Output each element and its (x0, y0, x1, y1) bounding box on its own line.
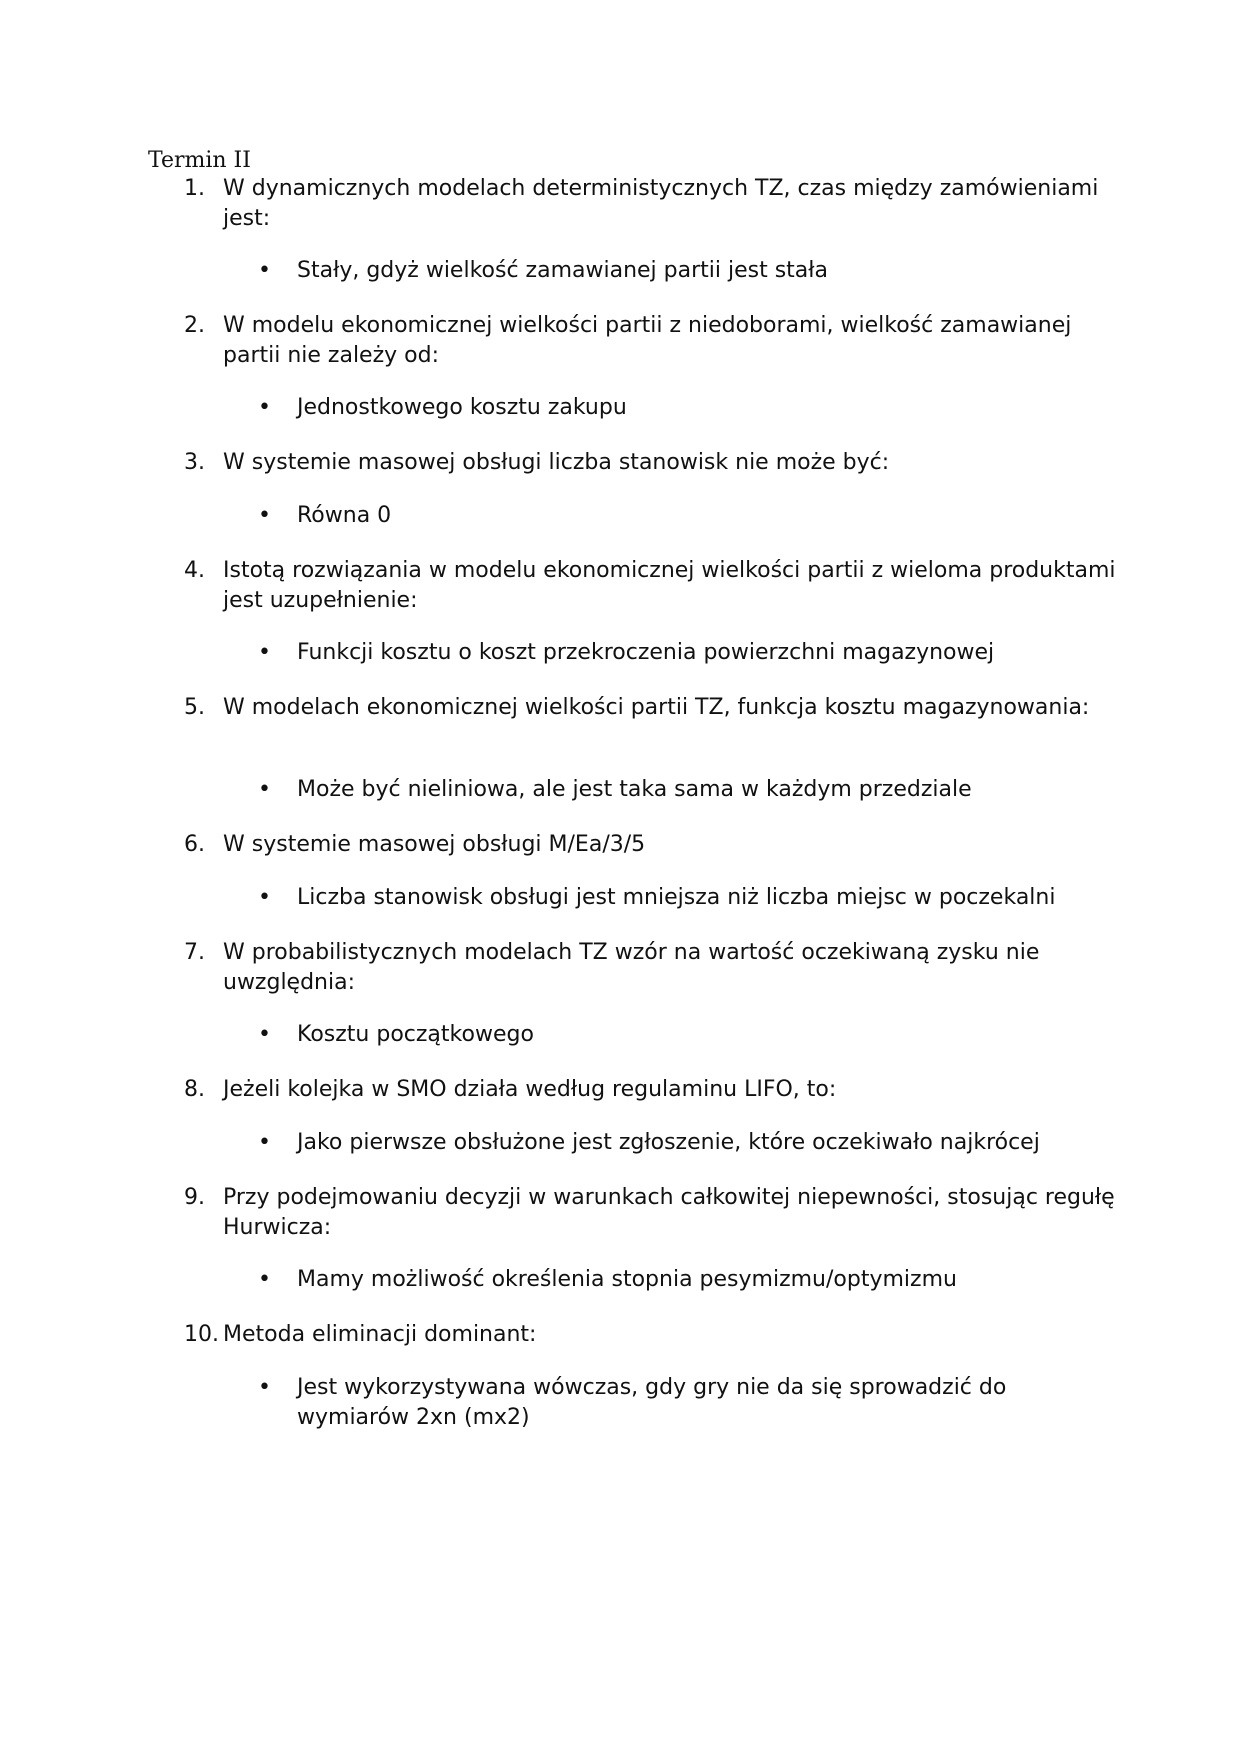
question-number: 8. (184, 1077, 205, 1102)
answer-text: Jednostkowego kosztu zakupu (297, 395, 627, 420)
question-text: Istotą rozwiązania w modelu ekonomicznej wielkości partii z wieloma produktami jest uzupełnienie: (223, 558, 1116, 613)
answer-item (258, 775, 1118, 805)
answer-text: Stały, gdyż wielkość zamawianej partii jest stała (297, 258, 829, 283)
document-title: Termin II (148, 148, 251, 173)
answer-item (258, 1373, 1118, 1433)
question-item (184, 1320, 1124, 1350)
question-text: W dynamicznych modelach deterministycznych TZ, czas między zamówieniami jest: (223, 176, 1099, 231)
question-item (184, 311, 1124, 371)
question-text: Przy podejmowaniu decyzji w warunkach całkowitej niepewności, stosując regułę Hurwicza: (223, 1185, 1115, 1240)
question-text: W systemie masowej obsługi liczba stanowisk nie może być: (223, 450, 890, 475)
question-number: 9. (184, 1185, 205, 1210)
bullet-icon: • (258, 1130, 271, 1155)
question-number: 3. (184, 450, 205, 475)
question-number: 6. (184, 832, 205, 857)
bullet-icon: • (258, 503, 271, 528)
bullet-icon: • (258, 395, 271, 420)
bullet-icon: • (258, 1022, 271, 1047)
question-item (184, 556, 1124, 616)
question-text: Jeżeli kolejka w SMO działa według regulaminu LIFO, to: (223, 1077, 837, 1102)
answer-text: Jest wykorzystywana wówczas, gdy gry nie da się sprowadzić do wymiarów 2xn (mx2) (297, 1375, 1007, 1430)
question-item (184, 830, 1124, 860)
answer-text: Równa 0 (297, 503, 392, 528)
answer-item (258, 501, 1118, 531)
answer-item (258, 1128, 1118, 1158)
question-number: 2. (184, 313, 205, 338)
question-text: W modelach ekonomicznej wielkości partii TZ, funkcja kosztu magazynowania: (223, 695, 1090, 720)
bullet-icon: • (258, 258, 271, 283)
bullet-icon: • (258, 777, 271, 802)
bullet-icon: • (258, 885, 271, 910)
question-item (184, 174, 1124, 234)
answer-item (258, 256, 1118, 286)
question-number: 7. (184, 940, 205, 965)
question-text: W modelu ekonomicznej wielkości partii z niedoborami, wielkość zamawianej partii nie zależy od: (223, 313, 1072, 368)
question-number: 4. (184, 558, 205, 583)
question-item (184, 448, 1124, 478)
question-text: W probabilistycznych modelach TZ wzór na wartość oczekiwaną zysku nie uwzględnia: (223, 940, 1040, 995)
answer-text: Jako pierwsze obsłużone jest zgłoszenie, które oczekiwało najkrócej (297, 1130, 1040, 1155)
answer-item (258, 1020, 1118, 1050)
question-item (184, 938, 1124, 998)
question-number: 1. (184, 176, 205, 201)
answer-text: Mamy możliwość określenia stopnia pesymizmu/optymizmu (297, 1267, 957, 1292)
question-number: 10. (184, 1322, 219, 1347)
bullet-icon: • (258, 1375, 271, 1400)
answer-item (258, 883, 1118, 913)
bullet-icon: • (258, 1267, 271, 1292)
question-text: Metoda eliminacji dominant: (223, 1322, 537, 1347)
bullet-icon: • (258, 640, 271, 665)
question-text: W systemie masowej obsługi M/Ea/3/5 (223, 832, 646, 857)
answer-item (258, 1265, 1118, 1295)
question-item (184, 1075, 1124, 1105)
question-item (184, 1183, 1124, 1243)
question-item (184, 693, 1124, 723)
answer-text: Liczba stanowisk obsługi jest mniejsza niż liczba miejsc w poczekalni (297, 885, 1056, 910)
answer-text: Kosztu początkowego (297, 1022, 534, 1047)
answer-item (258, 393, 1118, 423)
answer-item (258, 638, 1118, 668)
answer-text: Funkcji kosztu o koszt przekroczenia powierzchni magazynowej (297, 640, 995, 665)
question-number: 5. (184, 695, 205, 720)
answer-text: Może być nieliniowa, ale jest taka sama w każdym przedziale (297, 777, 972, 802)
